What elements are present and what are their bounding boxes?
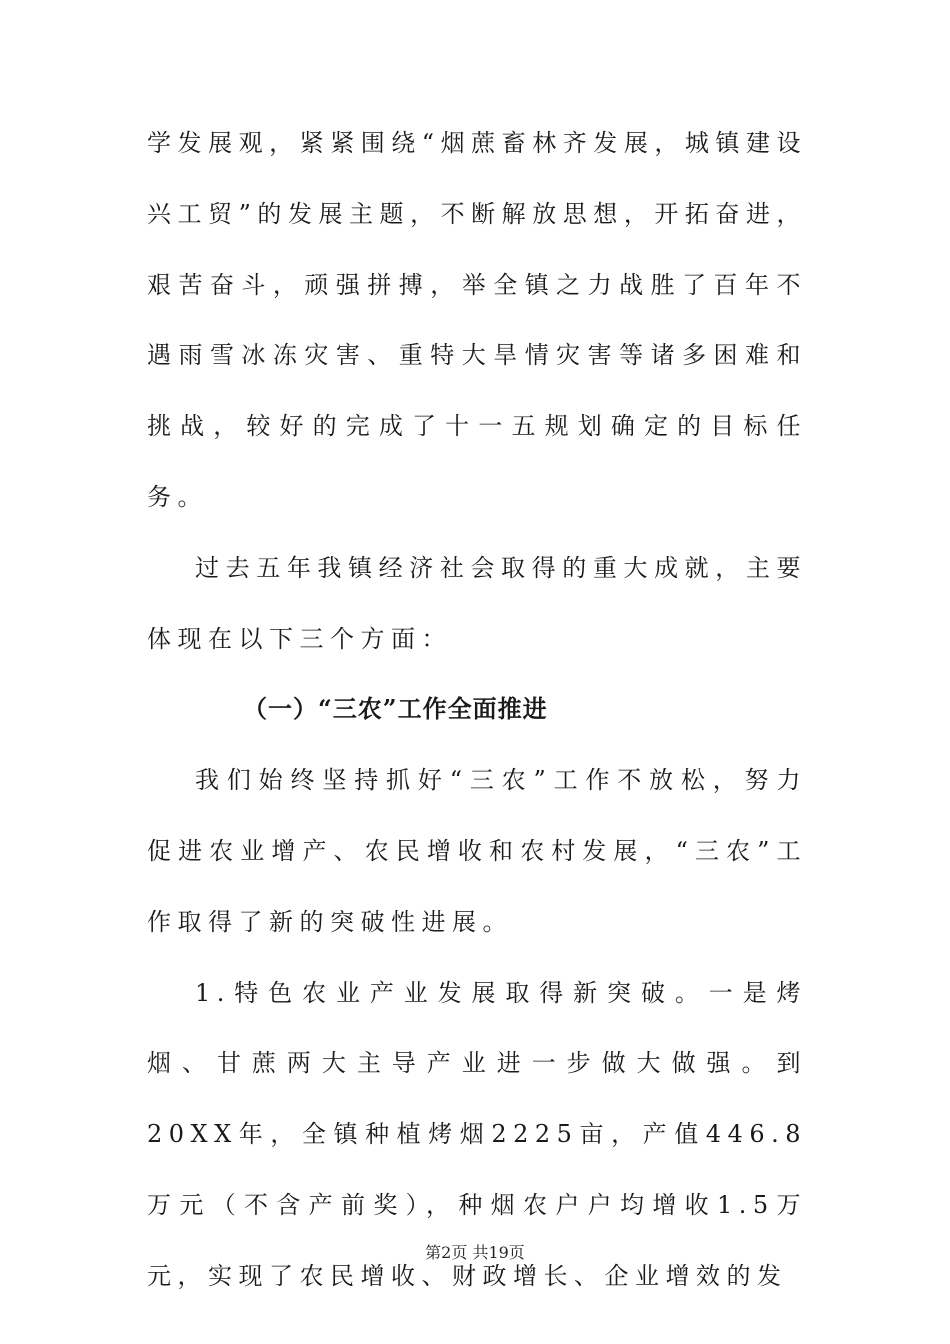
- page-footer: 第2页 共19页: [425, 1243, 525, 1262]
- paragraph-agriculture: 1.特色农业产业发展取得新突破。一是烤烟、甘蔗两大主导产业进一步做大做强。到20XX年，全镇种植烤烟2225亩，产值446.8万元（不含产前奖），种烟农户户均增收1.5万元，实现了农民增收、财政增长、企业增效的发: [147, 978, 807, 1290]
- section-heading-text: （一）“三农”工作全面推进: [243, 694, 548, 724]
- document-body: [147, 108, 807, 1312]
- paragraph-continuation: 学发展观，紧紧围绕“烟蔗畜林齐发展，城镇建设兴工贸”的发展主题，不断解放思想，开拓奋进，艰苦奋斗，顽强拼搏，举全镇之力战胜了百年不遇雨雪冰冻灾害、重特大旱情灾害等诸多困难和挑战，较好的完成了十一五规划确定的目标任务。: [147, 129, 807, 511]
- section-heading-sannong: [147, 674, 807, 745]
- paragraph-sannong: 我们始终坚持抓好“三农”工作不放松，努力促进农业增产、农民增收和农村发展，“三农”工作取得了新的突破性进展。: [147, 766, 807, 936]
- paragraph-achievements-intro: 过去五年我镇经济社会取得的重大成就，主要体现在以下三个方面：: [147, 553, 807, 653]
